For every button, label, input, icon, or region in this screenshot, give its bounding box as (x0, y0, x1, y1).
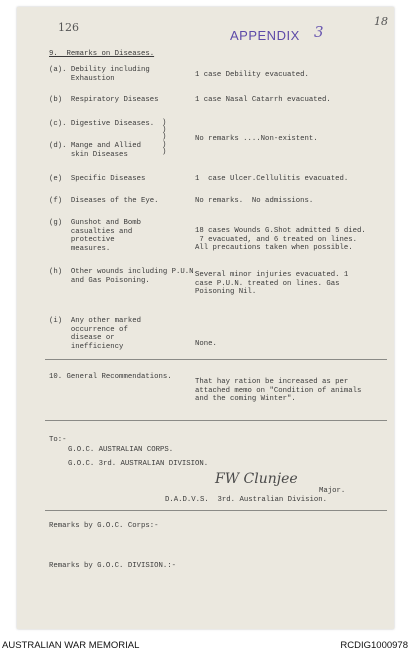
item-f-remark: No remarks. No admissions. (195, 197, 314, 205)
signature-rank: Major. (319, 487, 346, 495)
section-10-text: That hay ration be increased as per attached memo on "Condition of animals and the coming Winter". (195, 378, 362, 404)
section-10-heading: 10. General Recommendations. (49, 373, 172, 381)
footer-institution: AUSTRALIAN WAR MEMORIAL (2, 640, 140, 651)
remarks-division: Remarks by G.O.C. DIVISION.:- (49, 562, 176, 570)
appendix-number: 3 (314, 23, 324, 41)
divider (45, 420, 387, 421)
item-f-label: (f) Diseases of the Eye. (49, 197, 159, 205)
divider (45, 359, 387, 360)
item-i-remark: None. (195, 340, 217, 348)
item-i-label: (i) Any other marked occurrence of disease or inefficiency (49, 317, 141, 351)
item-g-label: (g) Gunshot and Bomb casualties and protective measures. (49, 219, 141, 253)
divider (45, 510, 387, 511)
item-e-remark: 1 case Ulcer.Cellulitis evacuated. (195, 175, 349, 183)
item-e-label: (e) Specific Diseases (49, 175, 146, 183)
recipient-corps: G.O.C. AUSTRALIAN CORPS. (68, 446, 174, 454)
page-number: 126 (58, 21, 79, 34)
item-h-label: (h) Other wounds including P.U.N. and Gas Poisoning. (49, 268, 198, 285)
footer-record-id: RCDIG1000978 (340, 640, 408, 651)
item-h-remark: Several minor injuries evacuated. 1 case P.U.N. treated on lines. Gas Poisoning Nil. (195, 271, 349, 297)
signature-scrawl: FW Clunjee (215, 471, 298, 487)
item-b-remark: 1 case Nasal Catarrh evacuated. (195, 96, 331, 104)
item-a-label: (a). Debility including Exhaustion (49, 66, 150, 83)
appendix-stamp: APPENDIX (230, 28, 300, 43)
item-g-remark: 18 cases Wounds G.Shot admitted 5 died. 7 evacuated, and 6 treated on lines. All precautions taken when possible. (195, 227, 366, 253)
item-c-label: (c). Digestive Diseases. (49, 120, 155, 128)
recipient-division: G.O.C. 3rd. AUSTRALIAN DIVISION. (68, 460, 209, 468)
item-b-label: (b) Respiratory Diseases (49, 96, 159, 104)
document-page (17, 7, 394, 629)
item-a-remark: 1 case Debility evacuated. (195, 71, 309, 79)
corner-number: 18 (374, 15, 388, 28)
item-cd-remark: No remarks ....Non-existent. (195, 135, 318, 143)
item-d-label: (d). Mange and Allied skin Diseases (49, 142, 141, 159)
brace: ) ) ) ) ) (162, 119, 167, 156)
remarks-corps: Remarks by G.O.C. Corps:- (49, 522, 159, 530)
section-9-heading: 9. Remarks on Diseases. (49, 50, 155, 58)
to-label: To:- (49, 436, 67, 444)
signature-title: D.A.D.V.S. 3rd. Australian Division. (165, 496, 328, 504)
